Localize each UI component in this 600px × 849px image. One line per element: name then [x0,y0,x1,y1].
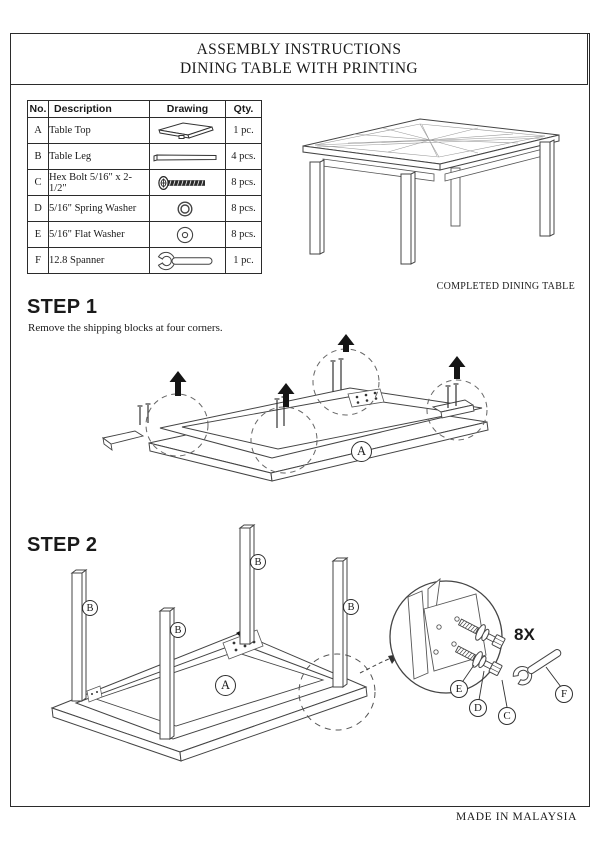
table-row: B Table Leg 4 pcs. [28,144,262,170]
completed-table-illustration [293,112,578,282]
col-qty: Qty. [226,101,262,118]
hex-bolt-icon [150,171,220,195]
table-row: A Table Top 1 pc. [28,118,262,144]
col-drawing: Drawing [150,101,226,118]
title-box [10,33,588,85]
step2-heading: STEP 2 [27,534,98,556]
step1-illustration [95,330,495,508]
parts-table-header [28,101,262,118]
table-row: D 5/16" Spring Washer 8 pcs. [28,196,262,222]
part-label-b: B [170,622,186,638]
title-line-1: ASSEMBLY INSTRUCTIONS [196,40,402,58]
table-row: E 5/16" Flat Washer 8 pcs. [28,222,262,248]
part-label-b: B [250,554,266,570]
step2-illustration [30,515,585,765]
part-label-e: E [450,680,468,698]
table-row: C Hex Bolt 5/16" x 2-1/2" 8 pcs. [28,170,262,196]
flat-washer-icon [150,223,220,247]
table-row: F 12.8 Spanner 1 pc. [28,248,262,274]
parts-table [27,100,262,274]
spring-washer-icon [150,197,220,221]
table-leg-icon [150,145,220,169]
part-label-a: A [351,441,372,462]
title-line-2: DINING TABLE WITH PRINTING [179,60,419,77]
hardware-count: 8X [514,625,535,644]
part-label-b: B [343,599,359,615]
part-label-a: A [215,675,236,696]
table-top-icon [150,119,220,143]
step1-instruction: Remove the shipping blocks at four corners. [28,322,223,334]
made-in-label: MADE IN MALAYSIA [456,811,577,823]
part-label-b: B [82,600,98,616]
completed-table-caption: COMPLETED DINING TABLE [436,281,575,292]
col-no: No. [28,101,49,118]
col-description: Description [49,101,150,118]
step1-heading: STEP 1 [27,296,98,318]
part-label-c: C [498,707,516,725]
spanner-icon [150,249,220,273]
part-label-d: D [469,699,487,717]
part-label-f: F [555,685,573,703]
